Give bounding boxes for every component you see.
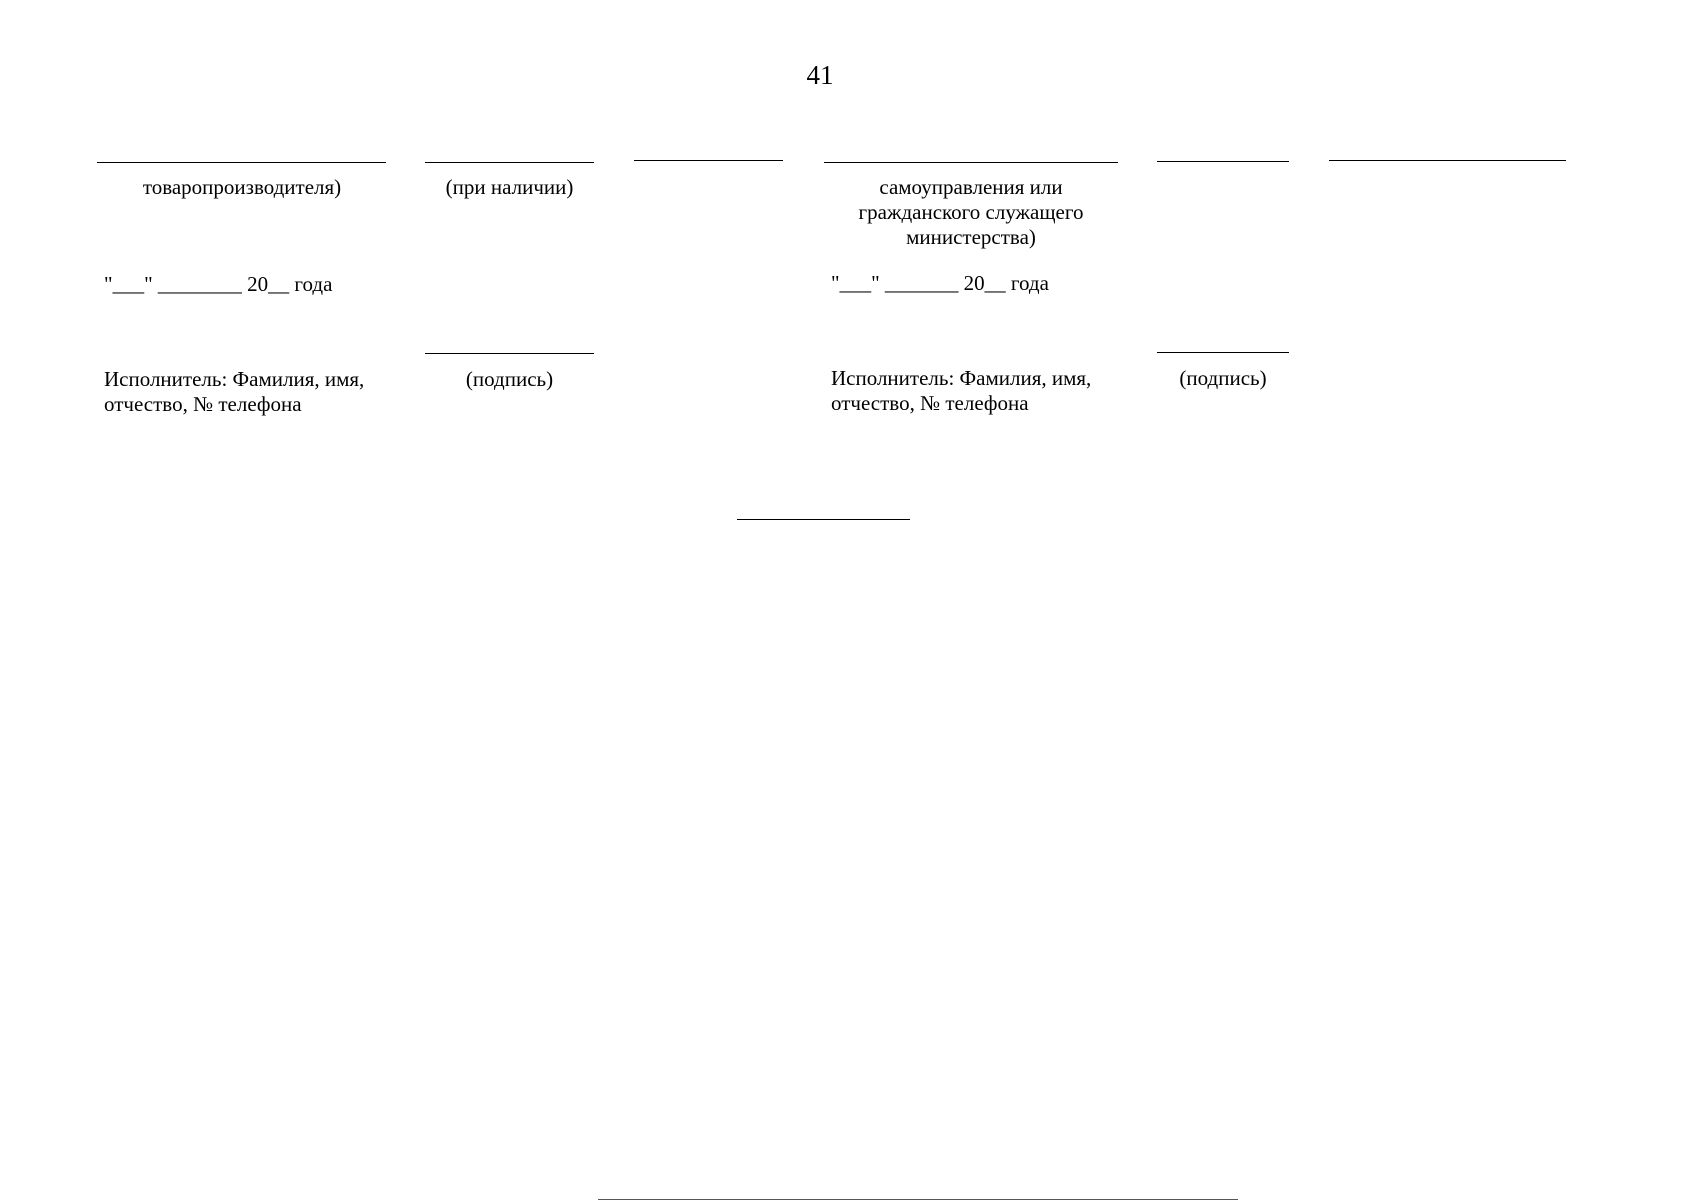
signature-line (824, 162, 1118, 163)
end-separator-line (737, 519, 910, 520)
signature-line (634, 160, 783, 161)
signature-line (425, 162, 594, 163)
signature-line (1329, 160, 1566, 161)
executor-right-line-2: отчество, № телефона (831, 391, 1029, 415)
page-number: 41 (806, 60, 834, 90)
stamp-caption: (при наличии) (445, 175, 574, 199)
date-line-right: "___" _______ 20__ года (831, 271, 1049, 295)
signature-line (1157, 161, 1289, 162)
signature-caption-left: (подпись) (465, 367, 554, 391)
official-caption-line-3: министерства) (906, 225, 1036, 249)
executor-right-line-1: Исполнитель: Фамилия, имя, (831, 366, 1092, 390)
executor-left-line-1: Исполнитель: Фамилия, имя, (104, 367, 365, 391)
producer-caption: товаропроизводителя) (142, 175, 342, 199)
signature-caption-right: (подпись) (1179, 366, 1267, 390)
signature-line (1157, 352, 1289, 353)
executor-left-line-2: отчество, № телефона (104, 392, 302, 416)
signature-line (425, 353, 594, 354)
date-line-left: "___" ________ 20__ года (104, 272, 333, 296)
signature-line (97, 162, 386, 163)
official-caption-line-2: гражданского служащего (858, 200, 1084, 224)
official-caption-line-1: самоуправления или (879, 175, 1063, 199)
